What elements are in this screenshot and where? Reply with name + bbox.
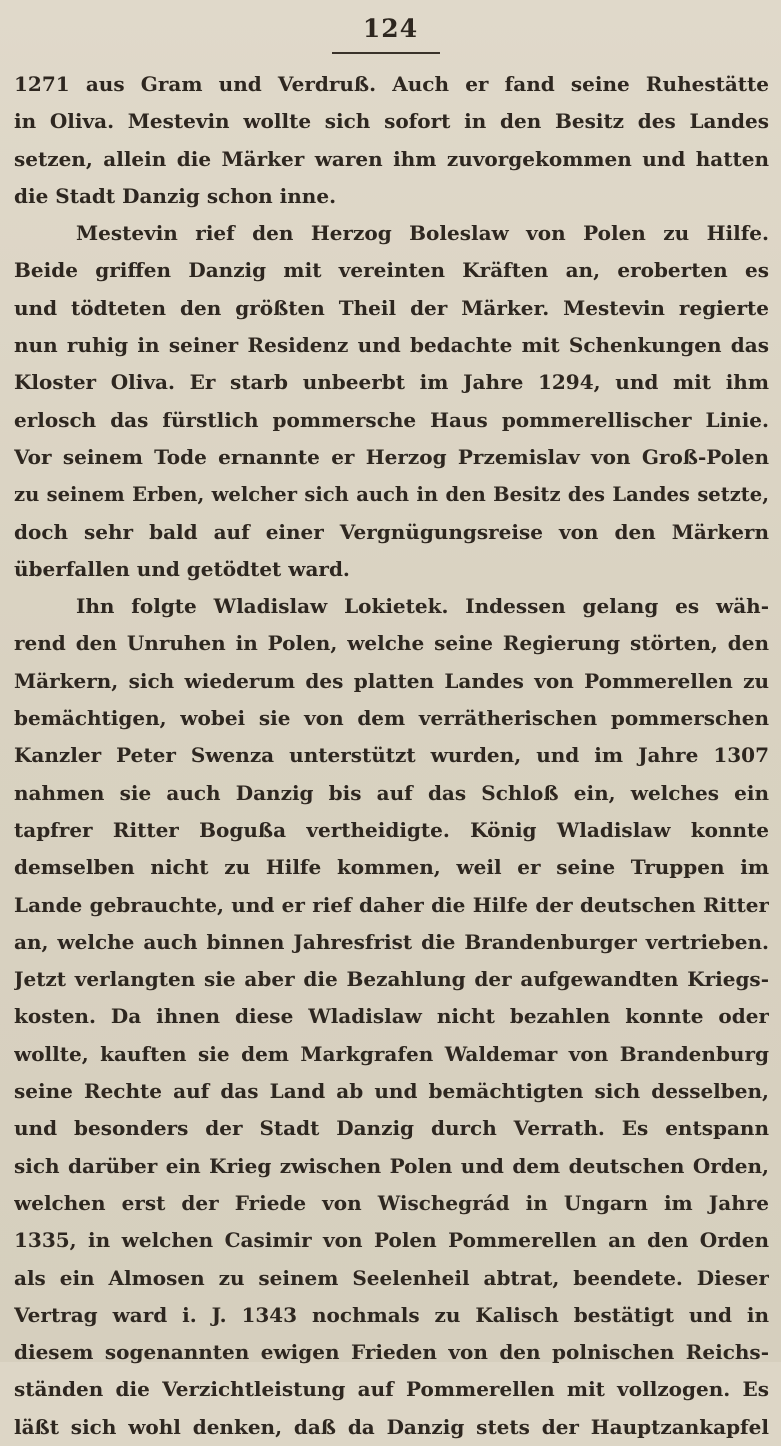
text-line: nahmen sie auch Danzig bis auf das Schloß ein, welches ein: [14, 780, 769, 805]
text-line: ständen die Verzichtleistung auf Pommerellen mit vollzogen. Es: [14, 1377, 769, 1402]
text-line: 1335, in welchen Casimir von Polen Pommerellen an den Orden: [14, 1228, 769, 1253]
text-line: bemächtigen, wobei sie von dem verrätherischen pommerschen: [14, 706, 769, 731]
text-line: Märkern, sich wiederum des platten Landes von Pommerellen zu: [14, 668, 769, 693]
text-line: in Oliva. Mestevin wollte sich sofort in den Besitz des Landes: [14, 109, 769, 134]
page-number: 124: [362, 14, 419, 43]
text-line: Beide griffen Danzig mit vereinten Kräften an, eroberten es: [14, 258, 769, 283]
text-line: überfallen und getödtet ward.: [14, 556, 350, 581]
text-line: doch sehr bald auf einer Vergnügungsreise von den Märkern: [14, 519, 769, 544]
text-line: tapfrer Ritter Bogußa vertheidigte. König Wladislaw konnte: [14, 817, 769, 842]
text-line: erlosch das fürstlich pommersche Haus pommerellischer Linie.: [14, 407, 769, 432]
text-line: und besonders der Stadt Danzig durch Verrath. Es entspann: [14, 1116, 769, 1141]
text-line: wollte, kauften sie dem Markgrafen Waldemar von Brandenburg: [14, 1041, 769, 1066]
text-line: sich darüber ein Krieg zwischen Polen und dem deutschen Orden,: [14, 1153, 769, 1178]
text-line: demselben nicht zu Hilfe kommen, weil er seine Truppen im: [14, 855, 769, 880]
text-line: läßt sich wohl denken, daß da Danzig stets der Hauptzankapfel: [14, 1414, 769, 1439]
text-line: diesem sogenannten ewigen Frieden von den polnischen Reichs-: [14, 1340, 769, 1365]
text-line: als ein Almosen zu seinem Seelenheil abtrat, beendete. Dieser: [14, 1265, 769, 1290]
body-text: [14, 66, 769, 1446]
text-line: rend den Unruhen in Polen, welche seine Regierung störten, den: [14, 631, 769, 656]
text-line: die Stadt Danzig schon inne.: [14, 183, 337, 208]
text-line: und tödteten den größten Theil der Märker. Mestevin regierte: [14, 295, 769, 320]
text-line: kosten. Da ihnen diese Wladislaw nicht bezahlen konnte oder: [14, 1004, 769, 1029]
text-line: Ihn folgte Wladislaw Lokietek. Indessen gelang es wäh-: [76, 594, 769, 619]
text-line: Jetzt verlangten sie aber die Bezahlung der aufgewandten Kriegs-: [14, 967, 769, 992]
text-line: nun ruhig in seiner Residenz und bedachte mit Schenkungen das: [14, 333, 769, 358]
text-line: 1271 aus Gram und Verdruß. Auch er fand seine Ruhestätte: [14, 72, 769, 96]
text-line: Lande gebrauchte, und er rief daher die Hilfe der deutschen Ritter: [14, 892, 769, 917]
text-line: Mestevin rief den Herzog Boleslaw von Polen zu Hilfe.: [76, 221, 769, 246]
text-line: Vor seinem Tode ernannte er Herzog Przemislav von Groß-Polen: [14, 444, 769, 469]
text-line: setzen, allein die Märker waren ihm zuvorgekommen und hatten: [14, 146, 769, 171]
text-line: zu seinem Erben, welcher sich auch in den Besitz des Landes setzte,: [14, 483, 769, 507]
text-line: Kloster Oliva. Er starb unbeerbt im Jahre 1294, und mit ihm: [14, 370, 769, 395]
text-line: Kanzler Peter Swenza unterstützt wurden, und im Jahre 1307: [14, 743, 769, 768]
header-rule: [332, 52, 440, 54]
text-line: welchen erst der Friede von Wischegrád in Ungarn im Jahre: [14, 1190, 769, 1215]
text-line: Vertrag ward i. J. 1343 nochmals zu Kalisch bestätigt und in: [14, 1302, 769, 1327]
text-line: an, welche auch binnen Jahresfrist die Brandenburger vertrieben.: [14, 929, 769, 954]
text-line: seine Rechte auf das Land ab und bemächtigten sich desselben,: [14, 1079, 769, 1104]
